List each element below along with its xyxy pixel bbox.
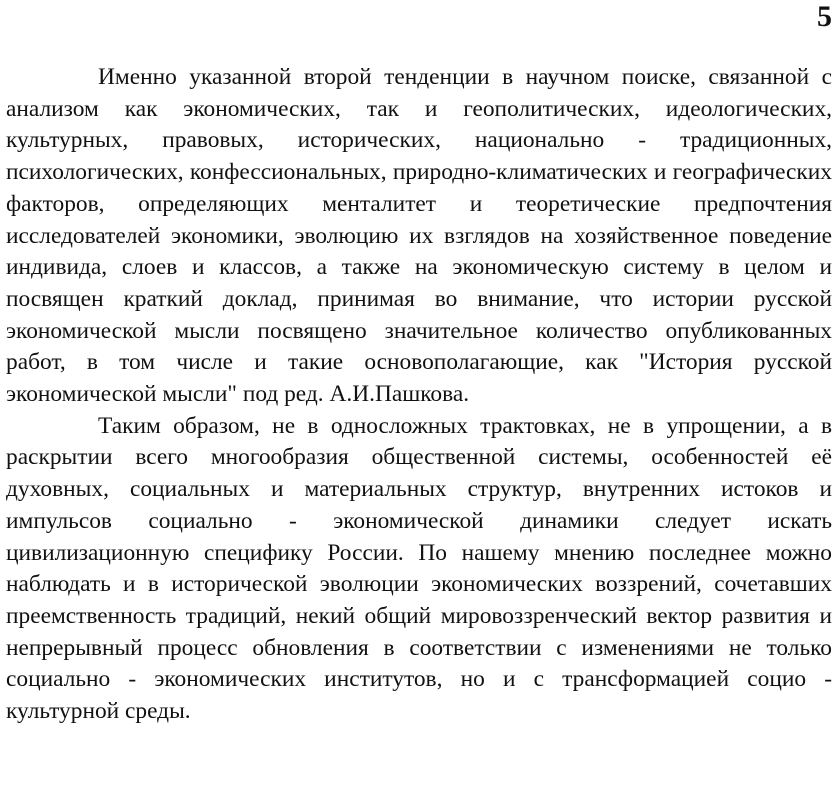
page-number: 5 bbox=[817, 0, 832, 33]
document-body bbox=[6, 62, 832, 728]
paragraph-1: Именно указанной второй тенденции в научном поиске, связанной с анализом как экономических, так и геополитических, идеологических, культурных, правовых, исторических, национально - традиционных, психологических, конфессиональных, природно-климатических и географических факторов, определяющих менталитет и теоретические предпочтения исследователей экономики, эволюцию их взглядов на хозяйственное поведение индивида, слоев и классов, а также на экономическую систему в целом и посвящен краткий доклад, принимая во внимание, что истории русской экономической мысли посвящено значительное количество опубликованных работ, в том числе и такие основополагающие, как "История русской экономической мысли" под ред. А.И.Пашкова. bbox=[6, 64, 832, 408]
paragraph-2: Таким образом, не в односложных трактовках, не в упрощении, а в раскрытии всего многообразия общественной системы, особенностей её духовных, социальных и материальных структур, внутренних истоков и импульсов социально - экономической динамики следует искать цивилизационную специфику России. По нашему мнению последнее можно наблюдать и в исторической эволюции экономических воззрений, сочетавших преемственность традиций, некий общий мировоззренческий вектор развития и непрерывный процесс обновления в соответствии с изменениями не только социально - экономических институтов, но и с трансформацией социо - культурной среды. bbox=[6, 412, 832, 725]
